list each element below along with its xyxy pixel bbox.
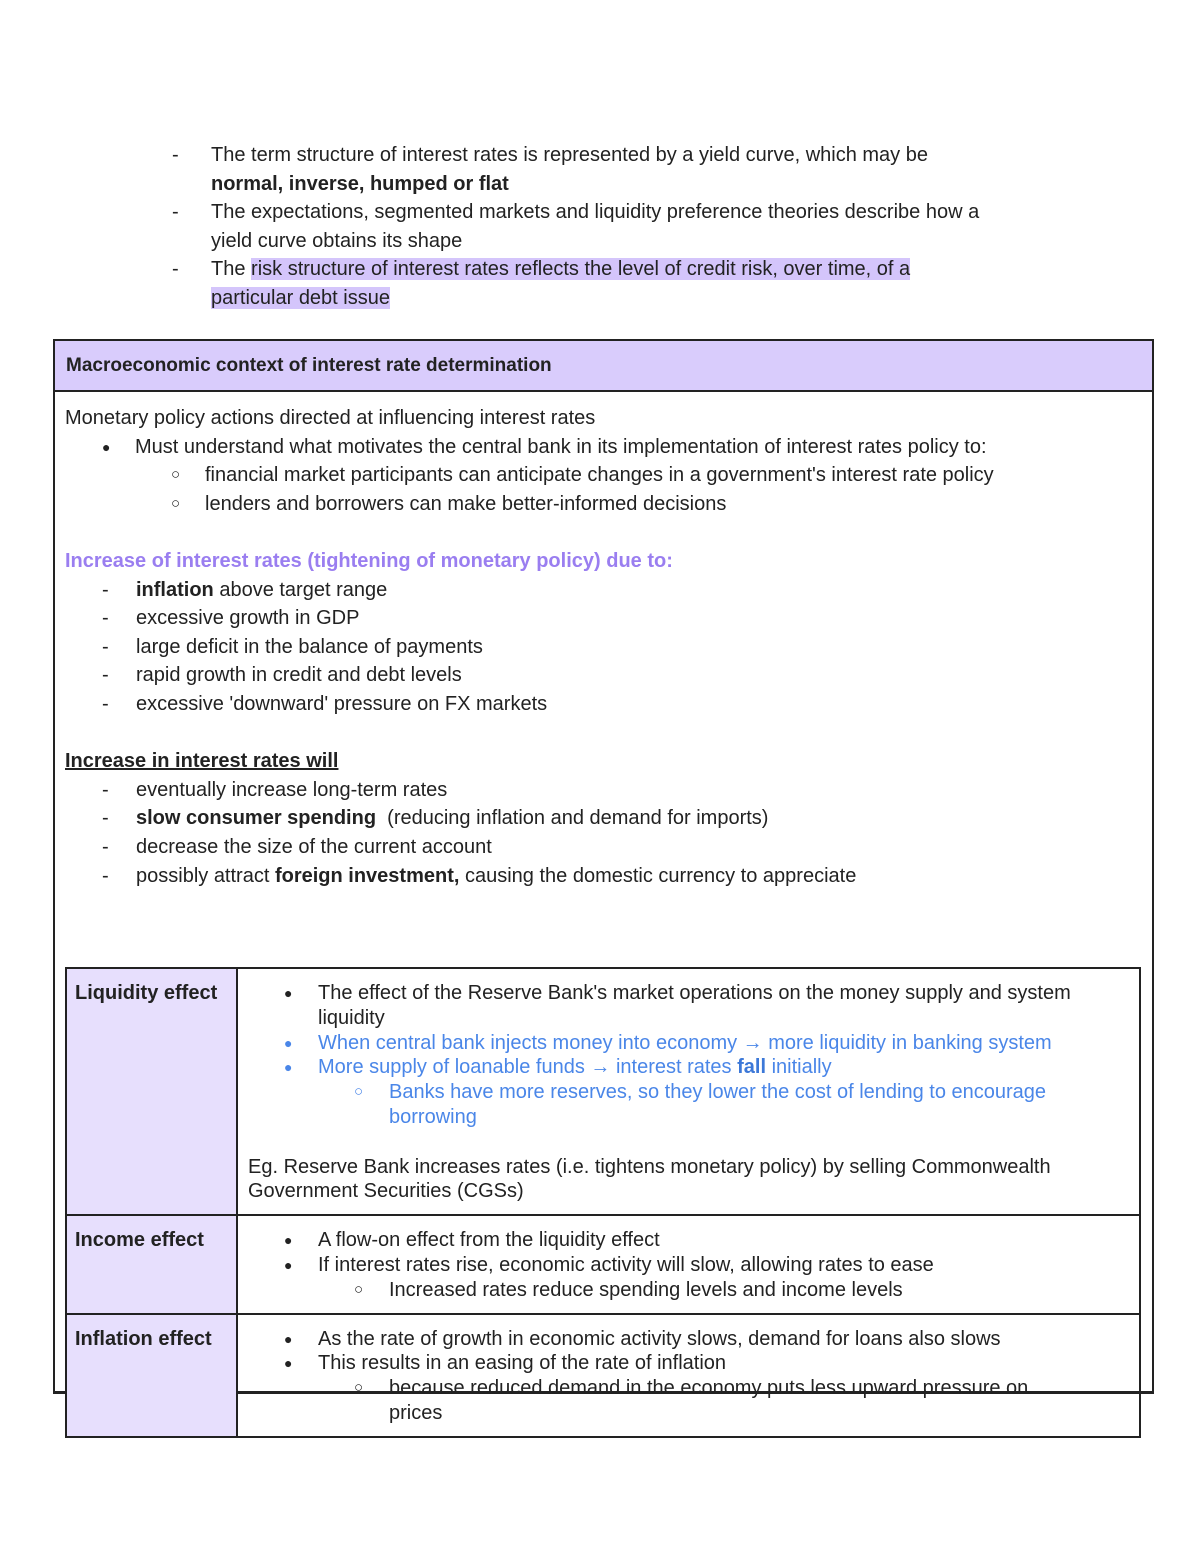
effect-content xyxy=(237,1314,1140,1437)
highlighted-text: particular debt issue xyxy=(211,286,390,309)
list-item-text: above target range xyxy=(213,578,388,601)
intro-item xyxy=(172,198,1072,255)
list-item-text: possibly attract xyxy=(136,864,275,887)
bold-text: slow consumer spending xyxy=(136,807,377,830)
intro-text: yield curve obtains its shape xyxy=(211,229,463,252)
list-item xyxy=(248,1055,1129,1080)
effect-label: Inflation effect xyxy=(66,1314,237,1437)
bold-text: inflation xyxy=(136,578,214,601)
intro-item xyxy=(172,141,1072,198)
list-item-text: excessive 'downward' pressure on FX markets xyxy=(136,692,548,715)
bold-text: fall xyxy=(737,1056,767,1079)
list-item xyxy=(65,833,1142,862)
bullet-icon: ● xyxy=(284,1232,293,1249)
list-item-text: As the rate of growth in economic activity slows, demand for loans also slows xyxy=(318,1327,1001,1350)
list-item xyxy=(65,633,1142,662)
list-item-text: Must understand what motivates the central bank in its implementation of interest rates policy to: xyxy=(135,435,987,458)
dash-marker: - xyxy=(102,692,109,715)
list-item xyxy=(248,1253,1129,1278)
intro-text: The term structure of interest rates is represented by a yield curve, which may be xyxy=(211,144,928,166)
list-item xyxy=(248,1327,1129,1352)
list-item-text: Banks have more reserves, so they lower the cost of lending to encourage xyxy=(389,1081,1047,1104)
increase-will-heading: Increase in interest rates will xyxy=(65,750,339,773)
effect-label: Income effect xyxy=(66,1215,237,1313)
list-item xyxy=(65,776,1142,805)
effect-label: Liquidity effect xyxy=(66,968,237,1215)
intro-item xyxy=(172,255,1072,312)
list-item-text: The effect of the Reserve Bank's market operations on the money supply and system xyxy=(318,982,1071,1004)
dash-marker: - xyxy=(102,835,109,858)
list-item xyxy=(248,1376,1129,1426)
list-item xyxy=(65,576,1142,605)
effects-table xyxy=(65,967,1141,1438)
list-item-text: A flow-on effect from the liquidity effect xyxy=(318,1229,660,1252)
dash-marker: - xyxy=(102,607,109,630)
list-item xyxy=(248,1031,1129,1056)
list-item-text: large deficit in the balance of payments xyxy=(136,635,483,658)
effect-content xyxy=(237,968,1140,1215)
list-item xyxy=(65,804,1142,833)
dash-marker: - xyxy=(172,144,179,166)
list-item-text: (reducing inflation and demand for imports) xyxy=(376,807,769,830)
list-item-text: lenders and borrowers can make better-informed decisions xyxy=(205,492,727,515)
bullet-icon: ● xyxy=(284,1256,293,1273)
intro-list xyxy=(172,141,1072,312)
list-item-text: If interest rates rise, economic activity will slow, allowing rates to ease xyxy=(318,1253,934,1276)
list-item-text: financial market participants can anticipate changes in a government's interest rate policy xyxy=(205,464,994,487)
dash-marker: - xyxy=(102,807,109,830)
list-item-text: borrowing xyxy=(389,1105,477,1128)
increase-due-heading: Increase of interest rates (tightening of monetary policy) due to: xyxy=(65,549,673,572)
list-item xyxy=(248,1228,1129,1253)
list-item-text: excessive growth in GDP xyxy=(136,607,360,630)
bullet-icon: ● xyxy=(284,1059,293,1076)
bullet-icon: ● xyxy=(284,985,293,1001)
list-item xyxy=(65,461,1142,490)
list-item-text: rapid growth in credit and debt levels xyxy=(136,664,462,687)
list-item xyxy=(248,981,1129,1031)
list-item xyxy=(65,690,1142,719)
circle-bullet-icon: ○ xyxy=(354,1083,364,1101)
example-text: Eg. Reserve Bank increases rates (i.e. tightens monetary policy) by selling Commonwealth xyxy=(248,1155,1051,1178)
list-item-text: because reduced demand in the economy puts less upward pressure on xyxy=(389,1377,1029,1400)
bullet-icon: ● xyxy=(284,1034,293,1051)
section-box xyxy=(53,339,1154,1424)
list-item xyxy=(248,1080,1129,1130)
list-item-text: More supply of loanable funds → interest rates xyxy=(318,1056,738,1079)
dash-marker: - xyxy=(172,258,179,280)
dash-marker: - xyxy=(172,201,179,223)
list-item xyxy=(65,661,1142,690)
list-item xyxy=(65,604,1142,633)
section-body xyxy=(55,392,1152,1424)
list-item-text: When central bank injects money into economy → more liquidity in banking system xyxy=(318,1031,1052,1054)
table-row xyxy=(66,1215,1140,1313)
circle-bullet-icon: ○ xyxy=(354,1280,364,1298)
table-row xyxy=(66,968,1140,1215)
bullet-icon: ● xyxy=(284,1355,293,1372)
effect-content xyxy=(237,1215,1140,1313)
intro-text: The expectations, segmented markets and liquidity preference theories describe how a xyxy=(211,201,980,223)
highlighted-text: risk structure of interest rates reflects the level of credit risk, over time, of a xyxy=(251,258,911,280)
bold-text: foreign investment, xyxy=(274,864,460,887)
list-item-text: decrease the size of the current account xyxy=(136,835,492,858)
monetary-heading: Monetary policy actions directed at influencing interest rates xyxy=(65,407,596,429)
table-row xyxy=(66,1314,1140,1437)
list-item xyxy=(65,433,1142,462)
list-item-text: causing the domestic currency to appreciate xyxy=(459,864,857,887)
list-item xyxy=(248,1278,1129,1303)
list-item-text: This results in an easing of the rate of inflation xyxy=(318,1352,727,1375)
dash-marker: - xyxy=(102,778,109,801)
dash-marker: - xyxy=(102,578,109,601)
list-item xyxy=(65,862,1142,891)
list-item-text: liquidity xyxy=(318,1006,385,1029)
bullet-icon: ● xyxy=(284,1330,293,1347)
circle-bullet-icon: ○ xyxy=(171,494,181,512)
circle-bullet-icon: ○ xyxy=(171,466,181,484)
list-item xyxy=(248,1351,1129,1376)
list-item-text: eventually increase long-term rates xyxy=(136,778,448,801)
list-item-text: initially xyxy=(766,1056,832,1079)
bullet-icon: ● xyxy=(102,438,111,455)
intro-text: The xyxy=(211,258,252,280)
intro-bold-text: normal, inverse, humped or flat xyxy=(211,172,509,195)
list-item-text: Increased rates reduce spending levels and income levels xyxy=(389,1278,903,1301)
dash-marker: - xyxy=(102,864,109,887)
list-item xyxy=(65,490,1142,519)
circle-bullet-icon: ○ xyxy=(354,1379,364,1397)
list-item-text: prices xyxy=(389,1401,443,1424)
example-text: Government Securities (CGSs) xyxy=(248,1180,524,1203)
dash-marker: - xyxy=(102,664,109,687)
dash-marker: - xyxy=(102,635,109,658)
section-title: Macroeconomic context of interest rate determination xyxy=(55,341,1152,392)
